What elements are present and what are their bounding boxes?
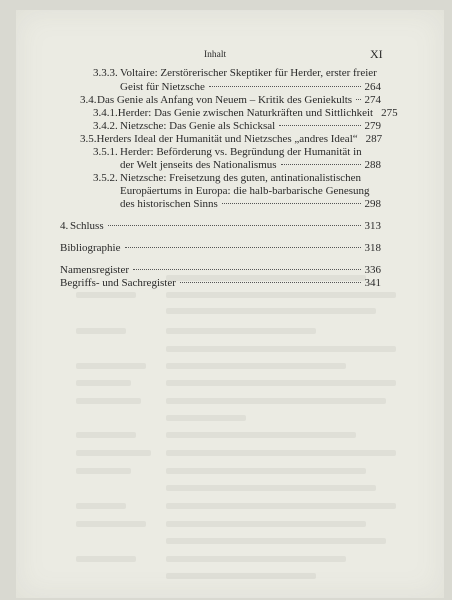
toc-entry-page: 298 (364, 198, 381, 210)
toc-entry-page: 288 (364, 159, 381, 171)
toc-entry-page: 264 (364, 81, 381, 93)
toc-entry-line (60, 277, 381, 290)
toc-entry-title: Schluss (70, 220, 104, 232)
toc-entry-number: 3.4. (80, 94, 97, 106)
toc-entry-number: 3.4.1. (93, 107, 118, 119)
toc-leader-dots (279, 124, 360, 126)
toc-entry-number: 3.5.1. (93, 146, 118, 158)
toc-entry-title: Namensregister (60, 264, 130, 276)
toc-entry-line (93, 146, 383, 159)
toc-entry-page: 336 (364, 264, 381, 276)
toc-entry-number: 3.5.2. (93, 172, 118, 184)
toc-entry-number: 3.3.3. (93, 67, 118, 79)
toc-entry-page: 279 (364, 120, 381, 132)
toc-leader-dots (281, 163, 361, 165)
toc-entry-title: des historischen Sinns (120, 198, 218, 210)
toc-entry-line (120, 185, 390, 198)
toc-entry-title: Herders Ideal der Humanität und Nietzsches „andres Ideal“ (96, 133, 358, 145)
toc-entry-title: Nietzsche: Freisetzung des guten, antinationalistischen (120, 172, 362, 184)
toc-leader-dots (108, 224, 361, 226)
toc-entry-line (93, 67, 383, 80)
toc-leader-dots (222, 202, 361, 204)
book-page (16, 10, 444, 598)
toc-leader-dots (209, 85, 361, 87)
toc-entry-page: 287 (365, 133, 383, 145)
table-of-contents (16, 10, 444, 598)
toc-entry-number: 3.5. (80, 133, 97, 145)
toc-entry-line (60, 242, 381, 255)
toc-entry-line (93, 172, 383, 185)
running-header-title: Inhalt (204, 50, 227, 60)
toc-entry-page: 274 (364, 94, 381, 106)
toc-entry-line (60, 264, 381, 277)
toc-entry-title: Europäertums in Europa: die halb-barbarische Genesung (120, 185, 370, 197)
toc-entry-page: 341 (364, 277, 381, 289)
running-header-page-number: XI (370, 47, 383, 61)
toc-entry-number: 3.4.2. (93, 120, 118, 132)
toc-entry-title: Herder: Beförderung vs. Begründung der Humanität in (120, 146, 362, 158)
toc-entry-title: Bibliographie (60, 242, 121, 254)
toc-entry-title: Herder: Das Genie zwischen Naturkräften und Sittlichkeit (117, 107, 374, 119)
toc-leader-dots (133, 268, 360, 270)
toc-entry-title: Begriffs- und Sachregister (60, 277, 176, 289)
toc-entry-line (80, 94, 381, 107)
toc-leader-dots (356, 98, 360, 100)
toc-leader-dots (180, 281, 361, 283)
toc-entry-line (120, 198, 381, 211)
toc-entry-page: 313 (364, 220, 381, 232)
toc-entry-line (120, 81, 381, 94)
toc-entry-title: Geist für Nietzsche (120, 81, 205, 93)
toc-entry-line (80, 133, 381, 146)
toc-entry-line (93, 107, 398, 120)
toc-entry-title: Nietzsche: Das Genie als Schicksal (120, 120, 276, 132)
toc-entry-title: der Welt jenseits des Nationalismus (120, 159, 277, 171)
toc-leader-dots (125, 246, 361, 248)
toc-entry-page: 318 (364, 242, 381, 254)
toc-entry-title: Voltaire: Zerstörerischer Skeptiker für Herder, erster freier (120, 67, 377, 79)
toc-entry-page: 275 (381, 107, 398, 119)
toc-entry-line (60, 220, 381, 233)
toc-entry-number: 4. (60, 220, 69, 232)
toc-entry-line (93, 120, 381, 133)
toc-entry-title: Das Genie als Anfang von Neuem – Kritik des Geniekults (97, 94, 353, 106)
toc-entry-line (120, 159, 381, 172)
